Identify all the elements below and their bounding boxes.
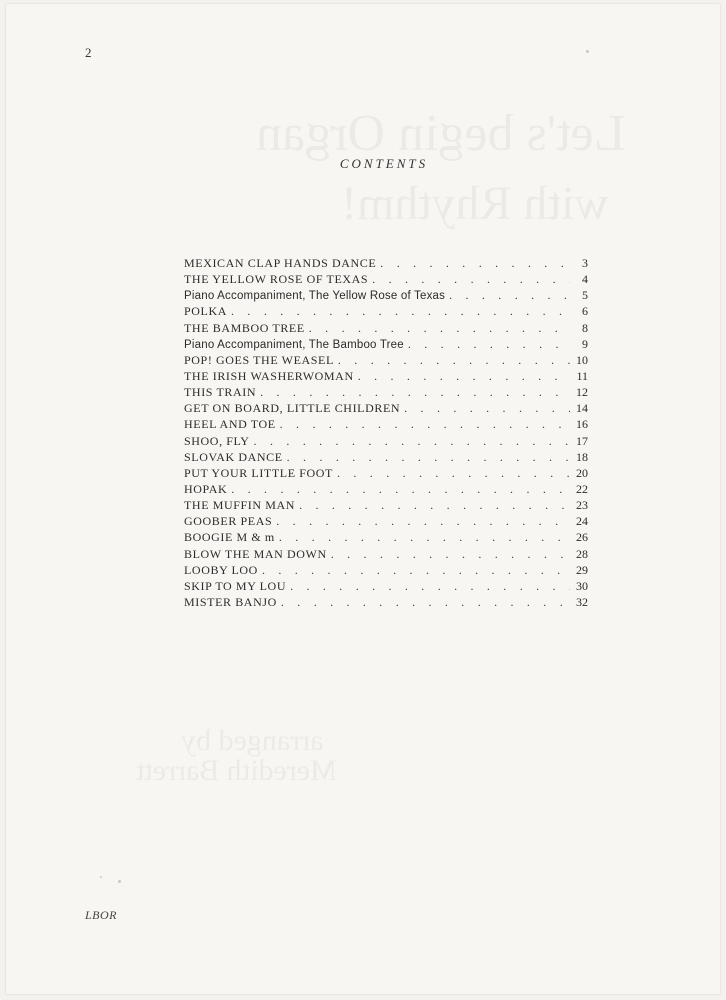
toc-entry-title: THE YELLOW ROSE OF TEXAS (184, 272, 369, 287)
dot-leader (281, 594, 570, 610)
show-through-text (136, 754, 337, 788)
toc-entry-page: 5 (582, 288, 588, 303)
toc-entry-page: 26 (576, 530, 588, 545)
dot-leader (231, 481, 570, 497)
toc-entry-title: BLOW THE MAN DOWN (184, 546, 327, 561)
toc-entry (184, 336, 588, 352)
toc-entry-title: HEEL AND TOE (184, 417, 276, 432)
toc-entry-page: 9 (582, 336, 588, 351)
toc-entry-page: 29 (576, 562, 588, 577)
toc-entry (184, 400, 588, 416)
toc-entry-page: 23 (576, 498, 588, 513)
toc-entry-page: 28 (576, 546, 588, 561)
footer-code: LBOR (85, 908, 117, 922)
dot-leader (262, 562, 570, 578)
toc-entry-page: 12 (576, 385, 588, 400)
toc-entry-title: SKIP TO MY LOU (184, 578, 287, 593)
toc-entry-page: 3 (582, 256, 588, 270)
toc-entry-title: GET ON BOARD, LITTLE CHILDREN (184, 401, 401, 416)
toc-entry (184, 433, 588, 449)
toc-entry-page: 16 (576, 417, 588, 432)
dot-leader (260, 384, 570, 400)
toc-entry (184, 320, 588, 336)
toc-entry-page: 6 (582, 304, 588, 319)
toc-entry (184, 352, 588, 368)
toc-entry (184, 513, 588, 529)
dot-leader (404, 400, 570, 416)
dot-leader (231, 303, 570, 319)
toc-entry-page: 32 (576, 594, 588, 609)
paper-speck (100, 876, 102, 878)
toc-entry-page: 20 (576, 465, 588, 480)
dot-leader (338, 352, 570, 368)
dot-leader (276, 513, 570, 529)
toc-entry-title: LOOBY LOO (184, 562, 258, 577)
toc-entry (184, 449, 588, 465)
dot-leader (331, 546, 570, 562)
toc-entry-title: PUT YOUR LITTLE FOOT (184, 465, 333, 480)
toc-entry-page: 10 (576, 352, 588, 367)
toc-entry-title: SLOVAK DANCE (184, 449, 283, 464)
toc-entry-page: 17 (576, 433, 588, 448)
toc-entry-title: MEXICAN CLAP HANDS DANCE (184, 256, 377, 270)
dot-leader (408, 336, 570, 352)
toc-entry-page: 8 (582, 320, 588, 335)
toc-entry-page: 11 (576, 368, 588, 383)
toc-entry (184, 562, 588, 578)
table-of-contents (184, 255, 588, 610)
toc-entry-page: 14 (576, 401, 588, 416)
toc-entry (184, 481, 588, 497)
toc-entry (184, 578, 588, 594)
toc-entry (184, 368, 588, 384)
toc-entry-title: BOOGIE M & m (184, 530, 275, 545)
toc-entry (184, 594, 588, 610)
dot-leader (380, 255, 570, 271)
paper-speck (586, 50, 589, 53)
toc-entry-title: THE BAMBOO TREE (184, 320, 305, 335)
toc-entry (184, 287, 588, 303)
toc-entry-title: THE MUFFIN MAN (184, 498, 296, 513)
dot-leader (358, 368, 570, 384)
toc-entry-title: POP! GOES THE WEASEL (184, 352, 334, 367)
toc-entry-title: GOOBER PEAS (184, 514, 273, 529)
dot-leader (290, 578, 570, 594)
dot-leader (279, 529, 570, 545)
toc-entry-title: THE IRISH WASHERWOMAN (184, 368, 354, 383)
show-through-text (181, 724, 323, 758)
toc-entry-page: 30 (576, 578, 588, 593)
page-number: 2 (85, 45, 92, 60)
toc-entry (184, 465, 588, 481)
dot-leader (299, 497, 570, 513)
dot-leader (287, 449, 570, 465)
dot-leader (372, 271, 570, 287)
dot-leader (280, 416, 570, 432)
toc-entry-page: 4 (582, 272, 588, 287)
dot-leader (254, 433, 570, 449)
contents-heading: CONTENTS (339, 156, 429, 171)
toc-entry-page: 18 (576, 449, 588, 464)
show-through-text (256, 104, 625, 163)
dot-leader (309, 320, 570, 336)
toc-entry-title: THIS TRAIN (184, 385, 257, 400)
toc-entry (184, 497, 588, 513)
toc-entry (184, 384, 588, 400)
toc-entry-page: 22 (576, 481, 588, 496)
show-through-text (341, 176, 609, 231)
toc-entry (184, 303, 588, 319)
toc-entry-title: HOPAK (184, 481, 228, 496)
toc-entry-title: Piano Accompaniment, The Yellow Rose of Texas (184, 290, 446, 303)
dot-leader (449, 287, 570, 303)
toc-entry (184, 416, 588, 432)
toc-entry-title: MISTER BANJO (184, 594, 277, 609)
dot-leader (337, 465, 570, 481)
toc-entry-page: 24 (576, 514, 588, 529)
toc-entry (184, 255, 588, 271)
toc-entry-title: Piano Accompaniment, The Bamboo Tree (184, 338, 404, 351)
toc-entry-title: POLKA (184, 304, 228, 319)
toc-entry (184, 529, 588, 545)
toc-entry-title: SHOO, FLY (184, 433, 250, 448)
paper-speck (118, 880, 121, 883)
toc-entry (184, 546, 588, 562)
toc-entry (184, 271, 588, 287)
